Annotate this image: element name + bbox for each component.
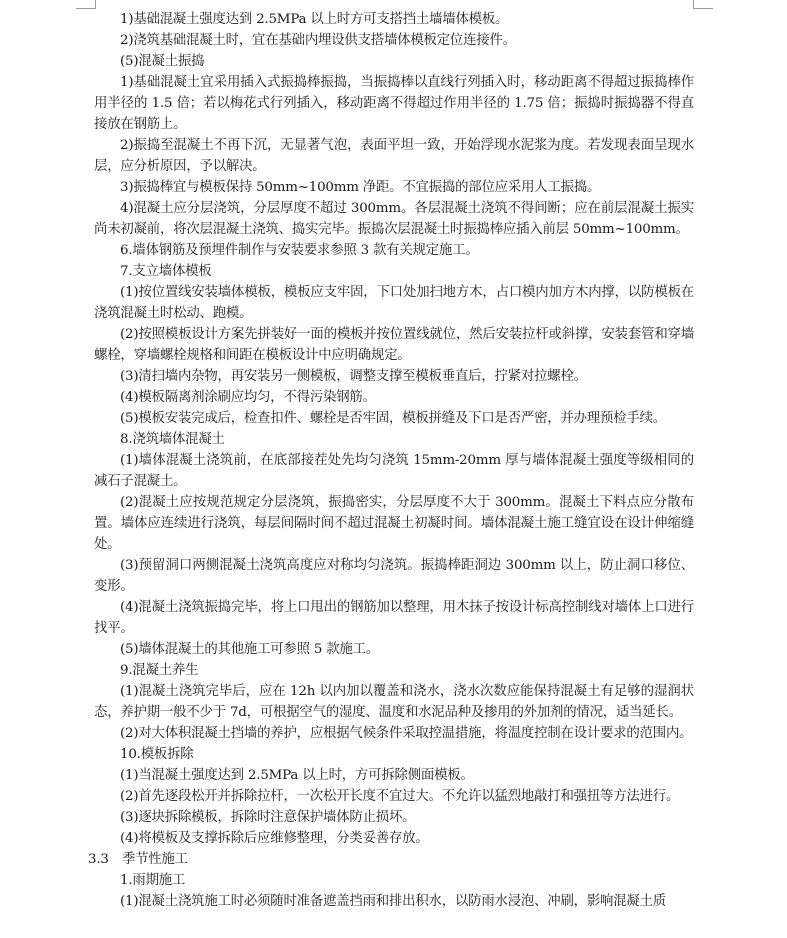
paragraph: (2)首先逐段松开并拆除拉杆，一次松开长度不宜过大。不允许以猛烈地敲打和强扭等方法进行。 xyxy=(120,789,680,804)
section-heading: 3.3 季节性施工 xyxy=(88,852,188,867)
paragraph: (4)混凝土浇筑振捣完毕，将上口甩出的钢筋加以整理，用木抹子按设计标高控制线对墙体上口进行找平。 xyxy=(94,600,694,636)
paragraph: 2)振捣至混凝土不再下沉，无显著气泡，表面平坦一致，开始浮现水泥浆为度。若发现表面呈现水层，应分析原因，予以解决。 xyxy=(94,138,694,174)
paragraph: (2)混凝土应按规范规定分层浇筑，振捣密实，分层厚度不大于 300mm。混凝土下料点应分散布置。墙体应连续进行浇筑，每层间隔时间不超过混凝土初凝时间。墙体混凝土施工缝宜设在设计伸缩缝处。 xyxy=(94,495,694,552)
paragraph: (3)逐块拆除模板，拆除时注意保护墙体防止损坏。 xyxy=(120,810,416,825)
paragraph: (1)墙体混凝土浇筑前，在底部接茬处先均匀浇筑 15mm-20mm 厚与墙体混凝土强度等级相同的减石子混凝土。 xyxy=(94,453,694,489)
subheading: (5)混凝土振捣 xyxy=(120,54,205,69)
subheading: 1.雨期施工 xyxy=(120,873,186,888)
paragraph: 6.墙体钢筋及预埋件制作与安装要求参照 3 款有关规定施工。 xyxy=(120,243,479,258)
page-corner-mark-right xyxy=(693,8,713,9)
page-corner-mark-left xyxy=(76,8,96,9)
paragraph: (2)按照模板设计方案先拼装好一面的模板并按位置线就位，然后安装拉杆或斜撑，安装套管和穿墙螺栓，穿墙螺栓规格和间距在模板设计中应明确规定。 xyxy=(94,327,694,363)
subheading: 10.模板拆除 xyxy=(120,747,194,762)
paragraph: (1)当混凝土强度达到 2.5MPa 以上时，方可拆除侧面模板。 xyxy=(120,768,474,783)
document-body xyxy=(88,9,694,912)
subheading: 8.浇筑墙体混凝土 xyxy=(120,432,225,447)
paragraph: (3)清扫墙内杂物，再安装另一侧模板，调整支撑至模板垂直后，拧紧对拉螺栓。 xyxy=(120,369,587,384)
paragraph: 1)基础混凝土强度达到 2.5MPa 以上时方可支搭挡土墙墙体模板。 xyxy=(120,12,509,27)
paragraph: (2)对大体积混凝土挡墙的养护，应根据气候条件采取控温措施，将温度控制在设计要求的范围内。 xyxy=(120,726,693,741)
paragraph: (1)混凝土浇筑完毕后，应在 12h 以内加以覆盖和浇水，浇水次数应能保持混凝土有足够的湿润状态，养护期一般不少于 7d，可根据空气的湿度、温度和水泥品种及掺用的外加剂的情况，适当延长。 xyxy=(94,684,694,720)
page-corner-mark-right-vertical xyxy=(693,0,694,9)
paragraph: (1)按位置线安装墙体模板，模板应支牢固，下口处加扫地方木，占口模内加方木内撑，以防模板在浇筑混凝土时松动、跑模。 xyxy=(94,285,694,321)
paragraph: (3)预留洞口两侧混凝土浇筑高度应对称均匀浇筑。振捣棒距洞边 300mm 以上，防止洞口移位、变形。 xyxy=(94,558,694,594)
paragraph-partial: (1)混凝土浇筑施工时必须随时准备遮盖挡雨和排出积水，以防雨水浸泡、冲刷，影响混凝土质 xyxy=(120,894,666,909)
paragraph: 1)基础混凝土宜采用插入式振捣棒振捣，当振捣棒以直线行列插入时，移动距离不得超过振捣棒作用半径的 1.5 倍；若以梅花式行列插入，移动距离不得超过作用半径的 1.75 倍；振捣时振捣器不得直接放在钢筋上。 xyxy=(94,75,694,132)
paragraph: 2)浇筑基础混凝土时，宜在基础内埋设供支搭墙体模板定位连接件。 xyxy=(120,33,516,48)
paragraph: (4)模板隔离剂涂刷应均匀，不得污染钢筋。 xyxy=(120,390,376,405)
page-corner-mark-left-vertical xyxy=(95,0,96,9)
paragraph: 3)振捣棒宜与模板保持 50mm~100mm 净距。不宜振捣的部位应采用人工振捣。 xyxy=(120,180,601,195)
paragraph: (5)模板安装完成后，检查扣件、螺栓是否牢固，模板拼缝及下口是否严密，并办理预检手续。 xyxy=(120,411,666,426)
paragraph: 4)混凝土应分层浇筑，分层厚度不超过 300mm。各层混凝土浇筑不得间断；应在前层混凝土振实尚未初凝前，将次层混凝土浇筑、捣实完毕。振捣次层混凝土时振捣棒应插入前层 50mm~100mm。 xyxy=(94,201,694,237)
paragraph: (4)将模板及支撑拆除后应维修整理，分类妥善存放。 xyxy=(120,831,429,846)
subheading: 9.混凝土养生 xyxy=(120,663,199,678)
paragraph: (5)墙体混凝土的其他施工可参照 5 款施工。 xyxy=(120,642,380,657)
subheading: 7.支立墙体模板 xyxy=(120,264,212,279)
